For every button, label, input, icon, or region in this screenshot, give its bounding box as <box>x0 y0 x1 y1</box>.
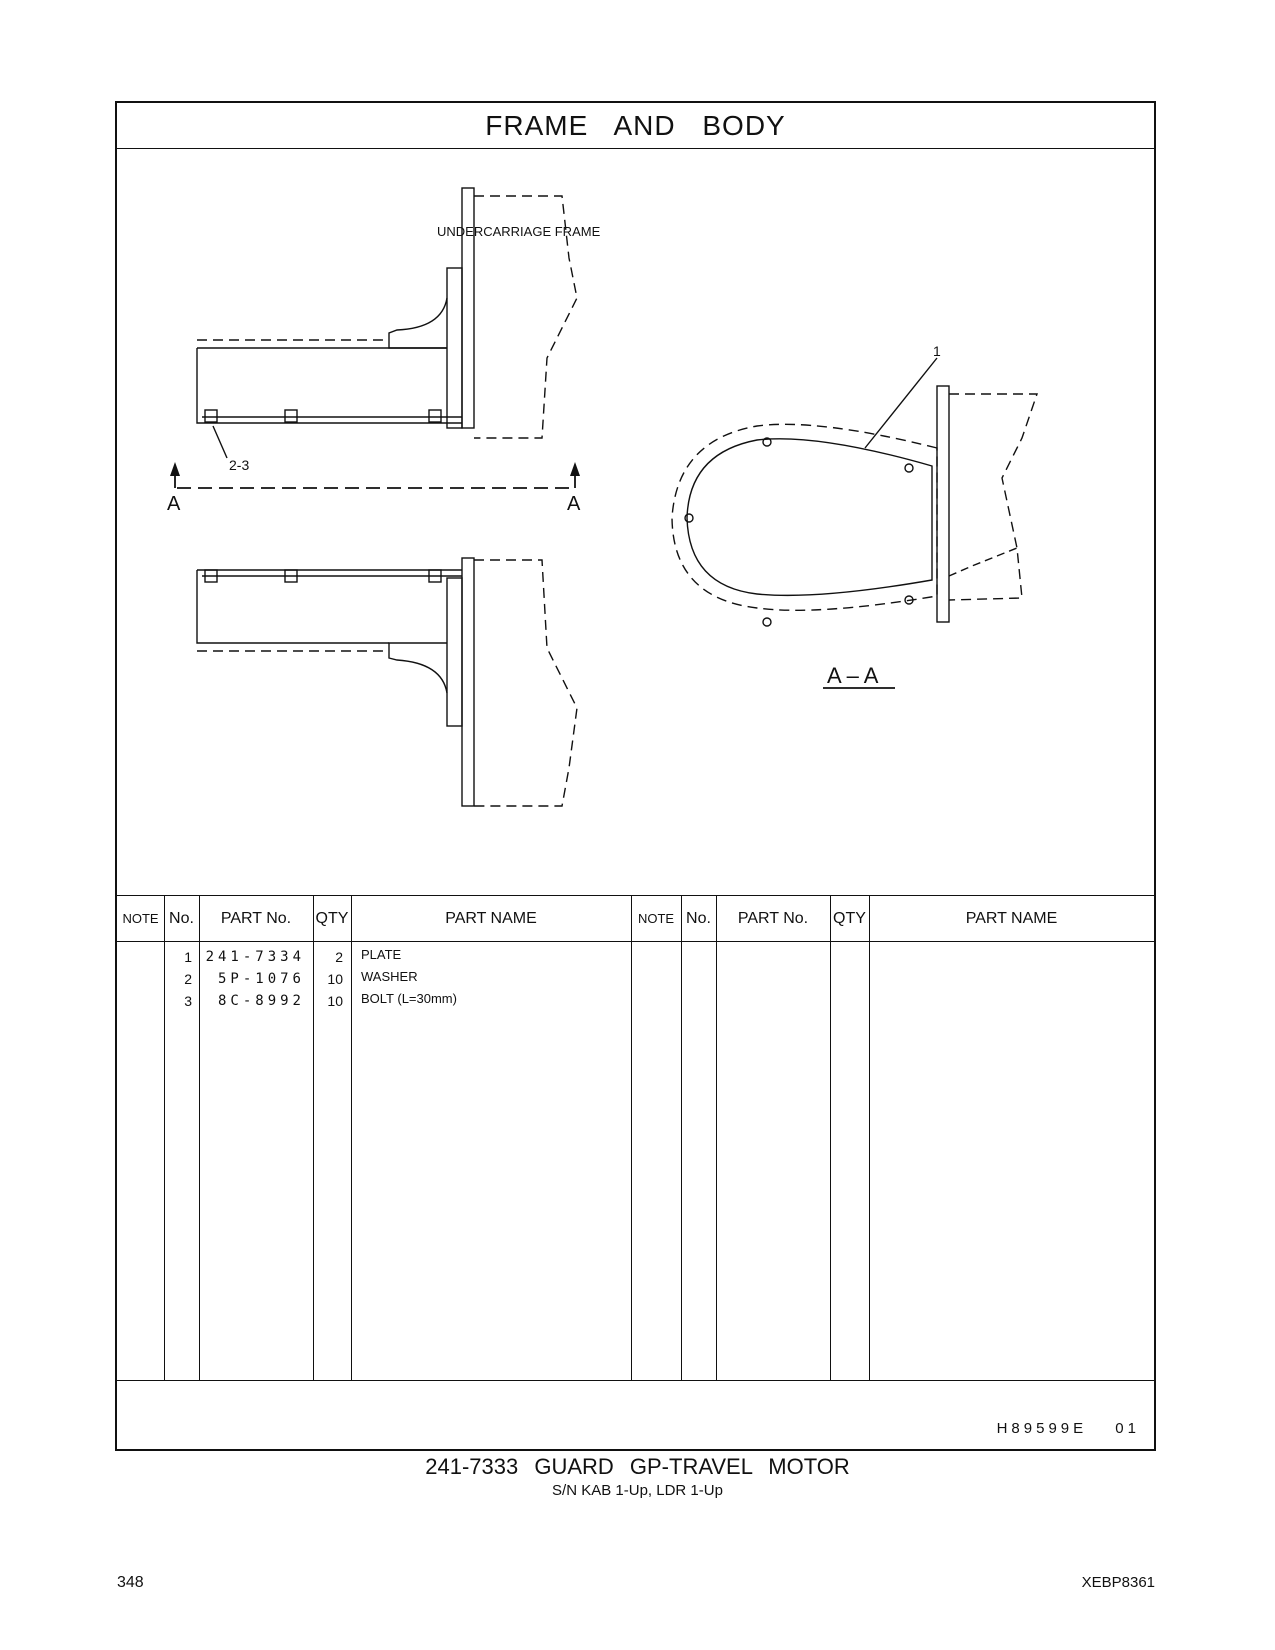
frame-plate-lower <box>462 558 474 806</box>
section-view-label: A – A <box>827 663 879 688</box>
header-part-name-right: PART NAME <box>965 909 1058 927</box>
guard-plate-outline <box>687 439 932 596</box>
row-part-no: 8C-8992 <box>217 993 305 1009</box>
callout-1: 1 <box>933 343 941 359</box>
illustration-code: H89599E 01 <box>996 1420 1140 1437</box>
document-code: XEBP8361 <box>1081 1574 1155 1591</box>
row-part-no: 5P-1076 <box>217 971 305 987</box>
section-mount-plate <box>937 386 949 622</box>
row-no: 2 <box>184 971 192 987</box>
header-no-right: No. <box>686 909 711 927</box>
section-mark-left: A <box>167 493 181 515</box>
serial-range: S/N KAB 1-Up, LDR 1-Up <box>552 1482 723 1499</box>
row-part-name: WASHER <box>361 969 418 984</box>
section-bolt-5 <box>763 618 771 626</box>
guard-body-upper <box>197 348 462 423</box>
assembly-caption: 241-7333 GUARD GP-TRAVEL MOTOR <box>425 1454 850 1479</box>
callout-line-2-3 <box>213 426 227 458</box>
header-qty-right: QTY <box>833 909 866 927</box>
page-number: 348 <box>117 1574 144 1591</box>
header-no-left: No. <box>169 909 194 927</box>
bracket-gusset-upper <box>389 298 447 348</box>
row-no: 3 <box>184 993 192 1009</box>
row-no: 1 <box>184 949 192 965</box>
bracket-gusset-lower <box>389 643 447 693</box>
callout-2-3: 2-3 <box>229 457 250 473</box>
section-bolt-2 <box>905 464 913 472</box>
label-undercarriage-frame: UNDERCARRIAGE FRAME <box>437 224 601 239</box>
parts-table-header <box>117 895 1154 942</box>
bolt-upper-3 <box>429 410 441 422</box>
header-note-left: NOTE <box>122 911 159 926</box>
bracket-plate-lower <box>447 578 462 726</box>
page-title: FRAME AND BODY <box>117 103 1154 149</box>
bolt-upper-1 <box>205 410 217 422</box>
parts-illustration <box>117 148 1154 895</box>
parts-table-body <box>117 940 1154 1381</box>
row-qty: 10 <box>327 971 343 987</box>
row-part-name: BOLT (L=30mm) <box>361 991 457 1006</box>
header-part-no-left: PART No. <box>220 909 292 927</box>
section-frame-outline <box>949 394 1037 600</box>
section-mark-right: A <box>567 493 581 515</box>
exploded-view-svg <box>117 148 1154 895</box>
parts-page-frame <box>115 101 1156 1451</box>
callout-line-1 <box>865 358 937 448</box>
row-part-no: 241-7334 <box>205 949 305 965</box>
guard-body-lower <box>197 570 462 643</box>
header-part-no-right: PART No. <box>737 909 809 927</box>
row-part-name: PLATE <box>361 947 402 962</box>
bracket-plate-upper <box>447 268 462 428</box>
row-qty: 10 <box>327 993 343 1009</box>
undercarriage-outline-lower <box>474 560 577 806</box>
section-bolt-3 <box>685 514 693 522</box>
bolt-upper-2 <box>285 410 297 422</box>
header-qty-left: QTY <box>315 909 349 927</box>
header-note-right: NOTE <box>637 911 675 926</box>
row-qty: 2 <box>335 949 343 965</box>
travel-motor-outline <box>672 424 937 610</box>
header-part-name-left: PART NAME <box>445 909 537 927</box>
